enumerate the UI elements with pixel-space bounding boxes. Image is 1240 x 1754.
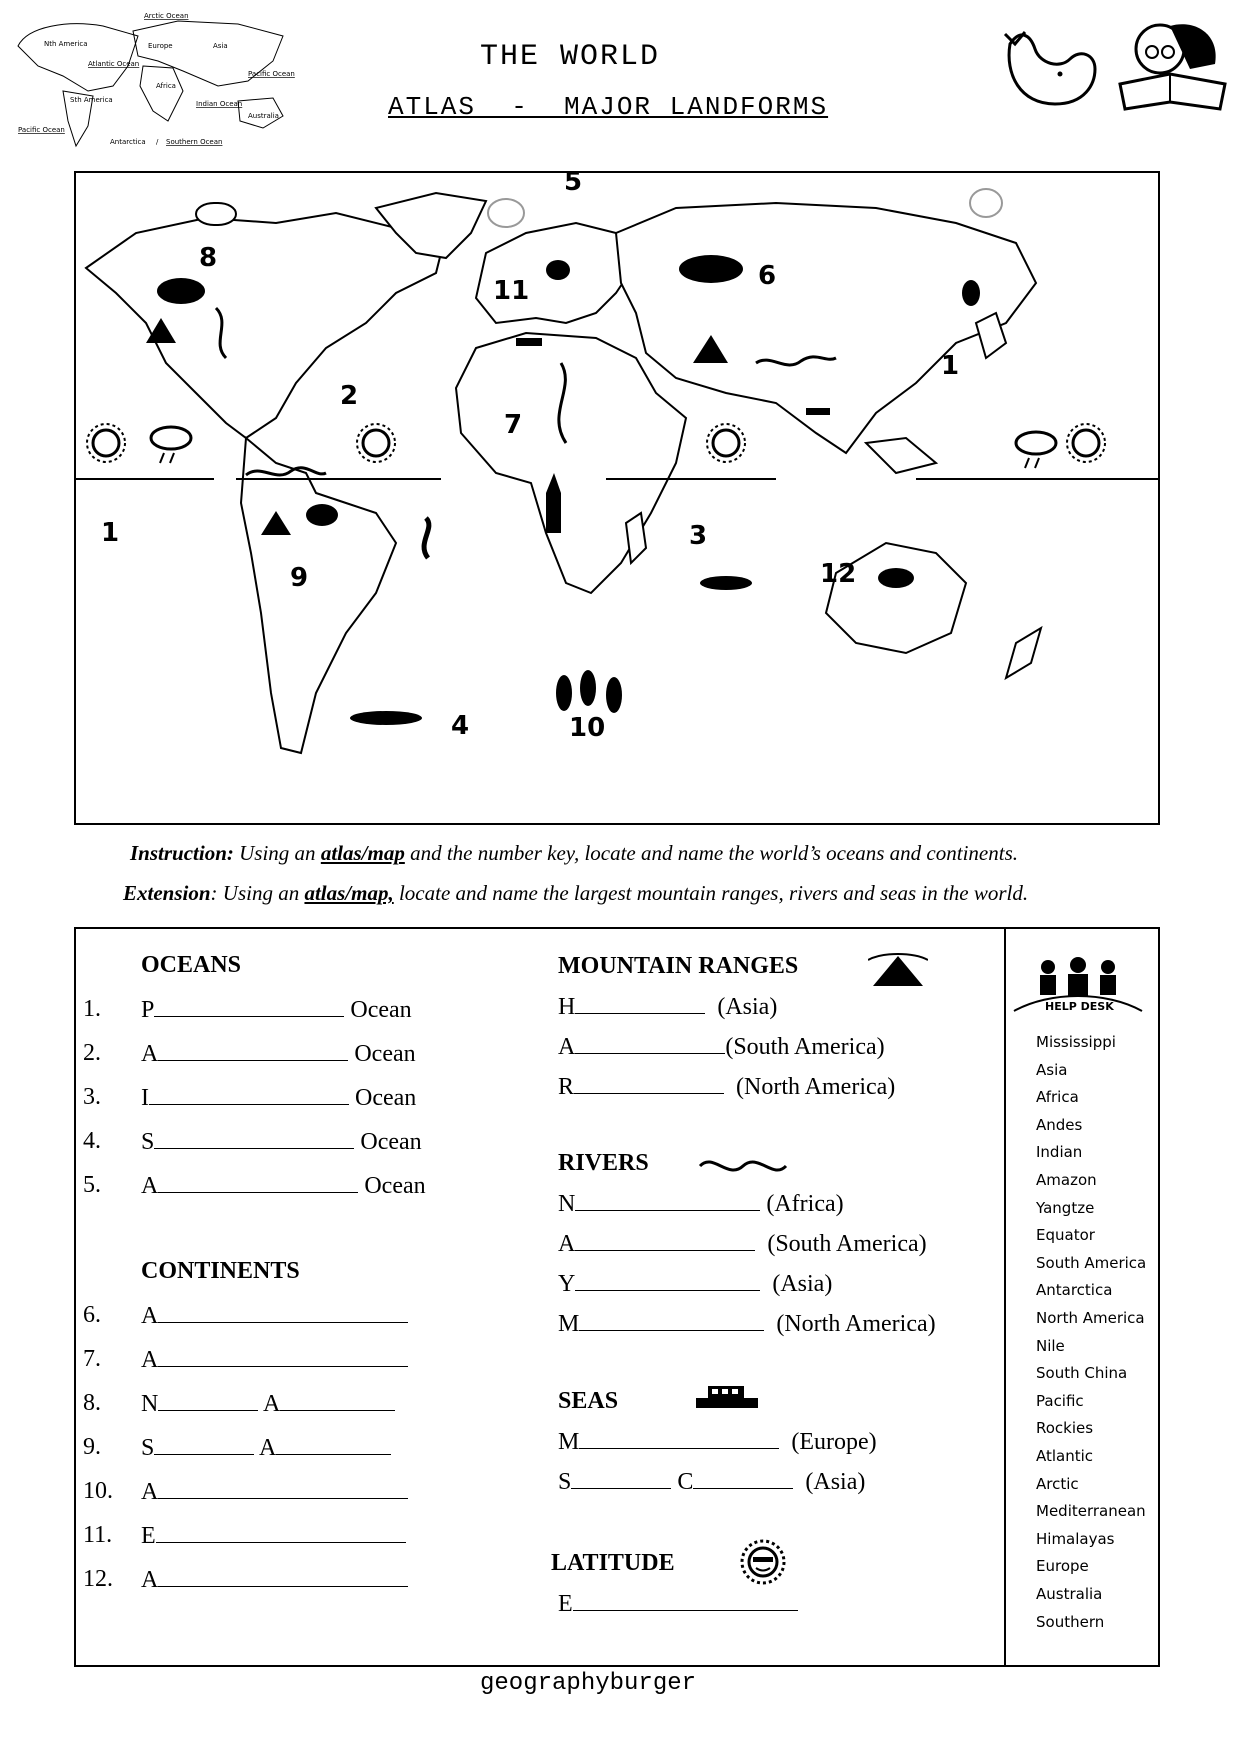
- row-letter: A: [141, 1303, 159, 1329]
- mountain-ranges-heading: MOUNTAIN RANGES: [558, 953, 799, 979]
- seas-heading: SEAS: [558, 1388, 619, 1414]
- river-row-1[interactable]: [558, 1190, 844, 1218]
- mini-label-sa: Sth America: [70, 96, 113, 104]
- map-label-ocean-1-west: 1: [101, 518, 120, 548]
- help-desk-item: Atlantic: [1036, 1447, 1094, 1465]
- page-subtitle: ATLAS - MAJOR LANDFORMS: [388, 92, 829, 122]
- help-desk-item: Andes: [1036, 1115, 1083, 1134]
- bison-icon: [157, 278, 205, 304]
- row-number: 5.: [83, 1172, 101, 1198]
- rain-cloud-icon: [1016, 432, 1056, 468]
- instruction-text-post: and the number key, locate and name the world’s oceans and continents.: [404, 841, 1019, 865]
- extension-atlas-link: atlas/map,: [304, 881, 394, 905]
- row-region: (South America): [767, 1231, 927, 1257]
- continent-row-6[interactable]: [83, 1302, 159, 1329]
- row-letter: A: [141, 1173, 159, 1199]
- row-suffix: Ocean: [350, 997, 412, 1023]
- mini-label-pacific-west: Pacific Ocean: [18, 126, 65, 134]
- map-label-continent-12: 12: [820, 559, 857, 589]
- continents-heading: CONTINENTS: [141, 1258, 300, 1284]
- row-letter: N: [141, 1391, 159, 1417]
- continent-row-10[interactable]: [83, 1478, 159, 1505]
- row-letter: A: [558, 1034, 576, 1060]
- row-region: (Asia): [772, 1271, 833, 1297]
- river-row-2[interactable]: [558, 1230, 927, 1258]
- piranha-icon: [306, 504, 338, 526]
- row-number: 9.: [83, 1434, 101, 1460]
- help-desk-item: Mississippi: [1036, 1033, 1116, 1051]
- row-letter: S: [141, 1129, 155, 1155]
- mini-label-antarctica: Antarctica: [110, 138, 146, 146]
- row-number: 4.: [83, 1128, 101, 1154]
- ocean-row-5[interactable]: [83, 1172, 426, 1199]
- river-row-3[interactable]: [558, 1270, 832, 1298]
- map-label-ocean-4: 4: [451, 711, 470, 741]
- map-label-continent-7: 7: [504, 410, 523, 440]
- row-suffix: Ocean: [364, 1173, 426, 1199]
- row-letter: Y: [558, 1271, 576, 1297]
- map-label-ocean-5: 5: [564, 167, 583, 197]
- sun-icon: [1067, 424, 1105, 462]
- help-desk-item: Amazon: [1036, 1171, 1097, 1189]
- rivers-heading: RIVERS: [558, 1150, 649, 1176]
- row-region: (Europe): [791, 1429, 877, 1455]
- row-number: 6.: [83, 1302, 101, 1328]
- row-letter: M: [558, 1429, 580, 1455]
- help-desk-item: Arctic: [1036, 1474, 1079, 1493]
- ship-icon: [516, 338, 542, 346]
- mountain-row-2[interactable]: [558, 1033, 885, 1061]
- seal-icon: [970, 189, 1002, 217]
- row-letter: A: [141, 1041, 159, 1067]
- mini-label-asia: Asia: [213, 42, 228, 50]
- river-row-4[interactable]: [558, 1310, 936, 1338]
- row-letter: H: [558, 994, 576, 1020]
- mini-label-australia: Australia: [248, 112, 279, 120]
- row-number: 12.: [83, 1566, 113, 1592]
- map-label-continent-10: 10: [569, 713, 606, 743]
- instruction-text-pre: Using an: [233, 841, 321, 865]
- help-desk-item: Indian: [1036, 1143, 1083, 1162]
- mini-label-arctic: Arctic Ocean: [144, 12, 189, 20]
- rain-cloud-icon: [151, 427, 191, 463]
- reading-professor-icon: [1110, 14, 1232, 114]
- extension-text-post: locate and name the largest mountain ranges, rivers and seas in the world.: [393, 881, 1029, 905]
- map-label-continent-6: 6: [758, 261, 777, 291]
- mini-label-pacific-east: Pacific Ocean: [248, 70, 295, 78]
- panther-icon: [679, 255, 743, 283]
- page-title: THE WORLD: [480, 40, 661, 74]
- help-desk-item: Asia: [1036, 1060, 1068, 1079]
- row-region: (Asia): [805, 1469, 866, 1495]
- row-number: 11.: [83, 1522, 113, 1548]
- world-map-outline: [76, 173, 1158, 823]
- row-region: (Asia): [717, 994, 778, 1020]
- instruction-atlas-link: atlas/map: [320, 841, 405, 865]
- row-letter: N: [558, 1191, 576, 1217]
- continent-row-11[interactable]: [83, 1522, 156, 1549]
- row-region: (North America): [776, 1311, 936, 1337]
- mountain-row-1[interactable]: [558, 993, 777, 1021]
- ship-icon: [806, 408, 830, 415]
- continent-row-9[interactable]: [83, 1434, 277, 1461]
- ocean-row-3[interactable]: [83, 1084, 417, 1111]
- row-suffix: Ocean: [355, 1085, 417, 1111]
- row-letter: R: [558, 1074, 575, 1100]
- map-label-ocean-2: 2: [340, 381, 359, 411]
- help-desk-item: Africa: [1036, 1088, 1079, 1107]
- help-desk-item: Southern: [1036, 1612, 1105, 1631]
- extension-text-pre: : Using an: [210, 881, 305, 905]
- extension-line: [123, 881, 1028, 906]
- ocean-row-1[interactable]: [83, 996, 412, 1023]
- help-desk-item: South America: [1036, 1253, 1147, 1272]
- row-letter: A: [141, 1347, 159, 1373]
- mini-label-southern: Southern Ocean: [166, 138, 223, 146]
- instruction-line: [130, 841, 1018, 866]
- help-desk-item: Himalayas: [1036, 1529, 1115, 1548]
- help-desk-item: Europe: [1036, 1557, 1089, 1576]
- row-number: 7.: [83, 1346, 101, 1372]
- squirrel-icon: [546, 260, 570, 280]
- latitude-row-1[interactable]: [558, 1590, 798, 1618]
- help-desk-title: HELP DESK: [1045, 1000, 1114, 1013]
- sun-icon: [738, 1537, 788, 1587]
- help-desk-item: Antarctica: [1036, 1281, 1113, 1300]
- oceans-heading: OCEANS: [141, 952, 242, 978]
- igloo-icon: [196, 203, 236, 225]
- map-label-continent-9: 9: [290, 563, 309, 593]
- sea-row-1[interactable]: [558, 1428, 877, 1456]
- row-letter-2: C: [677, 1469, 694, 1495]
- instruction-label: Instruction:: [130, 841, 234, 865]
- help-desk-item: Mediterranean: [1036, 1502, 1146, 1521]
- shark-icon: [700, 576, 752, 590]
- row-letter: E: [141, 1523, 156, 1549]
- row-letter: S: [141, 1435, 155, 1461]
- row-letter: A: [558, 1231, 576, 1257]
- kangaroo-icon: [878, 568, 914, 588]
- map-label-continent-8: 8: [199, 243, 218, 273]
- row-letter: A: [141, 1567, 159, 1593]
- latitude-heading: LATITUDE: [551, 1550, 675, 1576]
- help-desk-item: Pacific: [1036, 1391, 1084, 1410]
- row-number: 2.: [83, 1040, 101, 1066]
- polar-bear-icon: [488, 199, 524, 227]
- mini-world-map: [8, 6, 308, 151]
- row-letter: M: [558, 1311, 580, 1337]
- help-desk-item: North America: [1036, 1309, 1145, 1327]
- mountain-row-3[interactable]: [558, 1073, 895, 1101]
- continent-row-7[interactable]: [83, 1346, 159, 1373]
- row-letter-2: A: [259, 1435, 277, 1461]
- row-letter-2: A: [263, 1391, 281, 1417]
- row-letter: E: [558, 1591, 573, 1617]
- row-region: (North America): [736, 1074, 896, 1100]
- row-letter: A: [141, 1479, 159, 1505]
- continent-row-8[interactable]: [83, 1390, 281, 1417]
- row-number: 8.: [83, 1390, 101, 1416]
- row-letter: I: [141, 1085, 149, 1111]
- mini-label-na: Nth America: [44, 40, 88, 48]
- footer-credit: geographyburger: [480, 1670, 697, 1697]
- mountain-icon: [868, 950, 928, 990]
- help-desk-item: Nile: [1036, 1336, 1065, 1355]
- mini-label-europe: Europe: [148, 42, 173, 50]
- row-suffix: Ocean: [354, 1041, 416, 1067]
- octopus-icon: [962, 280, 980, 306]
- extension-label: Extension: [123, 881, 211, 905]
- row-suffix: Ocean: [360, 1129, 422, 1155]
- map-label-ocean-3: 3: [689, 521, 708, 551]
- help-desk-item: Yangtze: [1036, 1198, 1095, 1217]
- mini-label-slash: /: [156, 138, 159, 146]
- help-desk-item: Australia: [1036, 1585, 1103, 1603]
- map-label-ocean-1-east: 1: [941, 351, 960, 381]
- row-region: (South America): [725, 1034, 885, 1060]
- sun-icon: [707, 424, 745, 462]
- row-number: 1.: [83, 996, 101, 1022]
- world-map-panel: [74, 167, 1160, 825]
- help-desk-item: Equator: [1036, 1226, 1095, 1245]
- sea-row-2[interactable]: [558, 1468, 865, 1496]
- row-letter: S: [558, 1469, 572, 1495]
- row-letter: P: [141, 997, 155, 1023]
- mini-label-atlantic: Atlantic Ocean: [88, 60, 140, 68]
- row-number: 10.: [83, 1478, 113, 1504]
- map-label-continent-11: 11: [493, 276, 530, 306]
- help-desk-item: Rockies: [1036, 1419, 1094, 1438]
- penguins-icon: [556, 670, 622, 713]
- row-region: (Africa): [766, 1191, 844, 1217]
- row-number: 3.: [83, 1084, 101, 1110]
- whale-icon: [350, 711, 422, 725]
- seahorse-icon: [424, 518, 429, 558]
- ship-icon: [692, 1380, 762, 1414]
- help-desk-divider: [1004, 927, 1006, 1667]
- mini-label-africa: Africa: [156, 82, 176, 90]
- ocean-row-2[interactable]: [83, 1040, 416, 1067]
- sun-icon: [87, 424, 125, 462]
- sun-icon: [357, 424, 395, 462]
- help-desk-item: South China: [1036, 1364, 1128, 1383]
- ocean-row-4[interactable]: [83, 1128, 422, 1155]
- mini-label-indian: Indian Ocean: [196, 100, 243, 108]
- continent-row-12[interactable]: [83, 1566, 159, 1593]
- river-icon: [698, 1152, 788, 1180]
- whale-cartoon-icon: [1000, 14, 1100, 114]
